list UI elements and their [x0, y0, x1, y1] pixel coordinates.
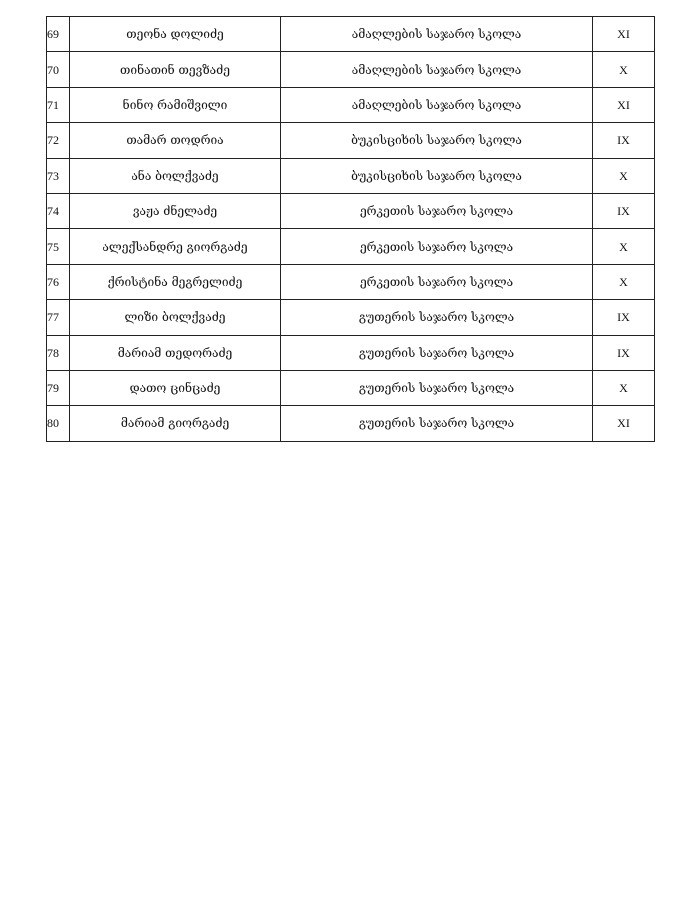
- grade-level: IX: [593, 123, 655, 158]
- school-name: ამაღლების საჯარო სკოლა: [281, 17, 593, 52]
- table-row: [47, 370, 655, 405]
- student-name: მარიამ თედორაძე: [70, 335, 281, 370]
- student-name: ალექსანდრე გიორგაძე: [70, 229, 281, 264]
- row-number: 69: [47, 17, 70, 52]
- table-row: [47, 264, 655, 299]
- grade-level: IX: [593, 300, 655, 335]
- table-row: [47, 158, 655, 193]
- school-name: გუთერის საჯარო სკოლა: [281, 300, 593, 335]
- grade-level: XI: [593, 17, 655, 52]
- row-number: 70: [47, 52, 70, 87]
- row-number: 79: [47, 370, 70, 405]
- student-name: თეონა დოლიძე: [70, 17, 281, 52]
- student-name: ვაჟა ძნელაძე: [70, 193, 281, 228]
- student-name: ქრისტინა მეგრელიძე: [70, 264, 281, 299]
- student-name: მარიამ გიორგაძე: [70, 406, 281, 441]
- student-name: დათო ცინცაძე: [70, 370, 281, 405]
- student-name: ლიზი ბოლქვაძე: [70, 300, 281, 335]
- grade-level: IX: [593, 335, 655, 370]
- grade-level: IX: [593, 193, 655, 228]
- school-name: ბუკისციხის საჯარო სკოლა: [281, 123, 593, 158]
- table-row: [47, 406, 655, 441]
- table-row: [47, 52, 655, 87]
- school-name: ბუკისციხის საჯარო სკოლა: [281, 158, 593, 193]
- row-number: 77: [47, 300, 70, 335]
- row-number: 72: [47, 123, 70, 158]
- school-name: გუთერის საჯარო სკოლა: [281, 406, 593, 441]
- row-number: 80: [47, 406, 70, 441]
- school-name: ამაღლების საჯარო სკოლა: [281, 87, 593, 122]
- school-name: ერკეთის საჯარო სკოლა: [281, 229, 593, 264]
- row-number: 75: [47, 229, 70, 264]
- school-name: ამაღლების საჯარო სკოლა: [281, 52, 593, 87]
- table-row: [47, 300, 655, 335]
- grade-level: XI: [593, 406, 655, 441]
- row-number: 74: [47, 193, 70, 228]
- school-name: ერკეთის საჯარო სკოლა: [281, 193, 593, 228]
- grade-level: X: [593, 158, 655, 193]
- table-row: [47, 87, 655, 122]
- school-name: გუთერის საჯარო სკოლა: [281, 370, 593, 405]
- school-name: ერკეთის საჯარო სკოლა: [281, 264, 593, 299]
- row-number: 76: [47, 264, 70, 299]
- grade-level: X: [593, 370, 655, 405]
- table-row: [47, 193, 655, 228]
- table-row: [47, 335, 655, 370]
- grade-level: X: [593, 229, 655, 264]
- student-table: [46, 16, 655, 442]
- table-row: [47, 17, 655, 52]
- grade-level: XI: [593, 87, 655, 122]
- row-number: 71: [47, 87, 70, 122]
- student-name: ნინო რამიშვილი: [70, 87, 281, 122]
- table-row: [47, 229, 655, 264]
- student-name: თამარ თოდრია: [70, 123, 281, 158]
- grade-level: X: [593, 52, 655, 87]
- row-number: 73: [47, 158, 70, 193]
- student-name: ანა ბოლქვაძე: [70, 158, 281, 193]
- student-table-body: [47, 17, 655, 442]
- row-number: 78: [47, 335, 70, 370]
- student-name: თინათინ თევზაძე: [70, 52, 281, 87]
- grade-level: X: [593, 264, 655, 299]
- school-name: გუთერის საჯარო სკოლა: [281, 335, 593, 370]
- table-row: [47, 123, 655, 158]
